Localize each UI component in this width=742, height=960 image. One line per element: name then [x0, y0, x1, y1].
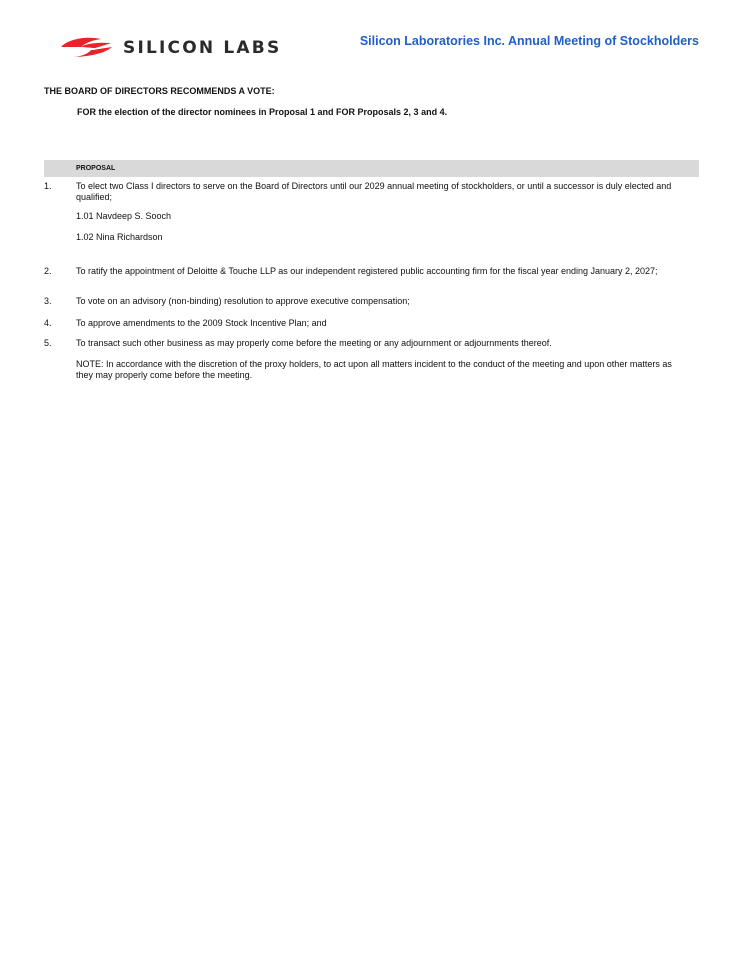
proposal-item-1	[44, 181, 694, 203]
proposal-text: To approve amendments to the 2009 Stock Incentive Plan; and	[76, 318, 327, 328]
recommendation-heading: THE BOARD OF DIRECTORS RECOMMENDS A VOTE:	[44, 86, 275, 96]
nominee-item: 1.02 Nina Richardson	[76, 232, 163, 242]
document-title: Silicon Laboratories Inc. Annual Meeting of Stockholders	[359, 34, 699, 48]
proposal-number: 5.	[44, 338, 52, 348]
proposal-number: 2.	[44, 266, 52, 276]
logo-wordmark: SILICON LABS	[123, 38, 282, 58]
proposal-number: 1.	[44, 181, 52, 191]
nominee-item: 1.01 Navdeep S. Sooch	[76, 211, 172, 221]
proposal-item-5	[44, 338, 694, 349]
proposal-text: To vote on an advisory (non-binding) resolution to approve executive compensation;	[76, 296, 410, 306]
proposal-text: To elect two Class I directors to serve on the Board of Directors until our 2029 annual meeting of stockholders, or until a successor is duly elected and qualified;	[76, 181, 672, 202]
company-logo	[55, 35, 281, 61]
proposal-item-3	[44, 296, 694, 307]
proposal-header-label: PROPOSAL	[76, 165, 116, 172]
proposal-item-2	[44, 266, 694, 277]
note-text: NOTE: In accordance with the discretion of the proxy holders, to act upon all matters incident to the conduct of the meeting and upon other matters as they may properly come before the meeting.	[76, 359, 672, 380]
proposal-text: To ratify the appointment of Deloitte & Touche LLP as our independent registered public accounting firm for the fiscal year ending January 2, 2027;	[76, 266, 658, 276]
proposal-header-bar	[44, 160, 699, 177]
recommendation-line: FOR the election of the director nominees in Proposal 1 and FOR Proposals 2, 3 and 4.	[77, 107, 448, 117]
proposal-number: 3.	[44, 296, 52, 306]
proposal-text: To transact such other business as may properly come before the meeting or any adjournment or adjournments thereof.	[76, 338, 552, 348]
proposal-item-4	[44, 318, 694, 329]
proposal-number: 4.	[44, 318, 52, 328]
proposal-note	[44, 359, 694, 381]
silicon-labs-logo-icon	[55, 35, 117, 61]
